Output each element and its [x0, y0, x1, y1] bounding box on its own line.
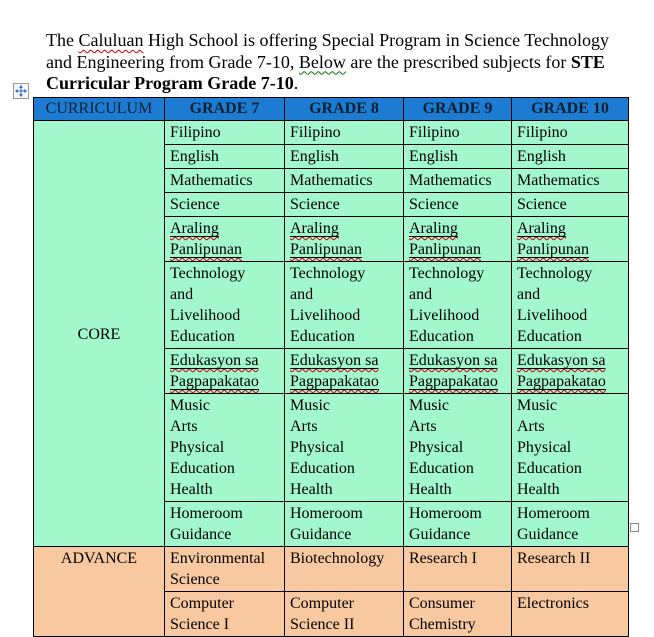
cell-line: Research II	[517, 550, 591, 567]
cell-line: Homeroom	[170, 505, 243, 522]
misspelled-underlined-word: Araling	[290, 220, 339, 237]
cell-line: Livelihood	[517, 307, 588, 324]
cell-line: Biotechnology	[290, 550, 385, 567]
intro-text-3: are the prescribed subjects for	[345, 51, 571, 72]
cell-line: Homeroom	[409, 505, 482, 522]
subject-cell-core-grade-col-4[interactable]	[512, 394, 629, 502]
subject-cell-core-grade-col-2[interactable]	[285, 502, 404, 547]
subject-cell-advance-grade-col-4[interactable]	[512, 592, 629, 637]
cell-line: Homeroom	[290, 505, 363, 522]
subject-cell-core-grade-col-1[interactable]	[165, 169, 285, 193]
cell-line: Physical	[170, 439, 225, 456]
subject-cell-core-grade-col-2[interactable]	[285, 394, 404, 502]
cell-line: Livelihood	[409, 307, 480, 324]
cell-line: and	[409, 286, 433, 303]
cell-line: Education	[517, 328, 582, 345]
subject-cell-core-grade-col-3[interactable]	[404, 121, 512, 145]
misspelled-underlined-word: Edukasyon sa	[170, 352, 259, 369]
subject-cell-core-grade-col-4[interactable]	[512, 262, 629, 349]
misspelled-word: Caluluan	[78, 30, 144, 50]
cell-line	[517, 239, 623, 260]
cell-line: Consumer	[409, 595, 475, 612]
subject-cell-core-grade-col-3[interactable]	[404, 349, 512, 394]
cell-line: Mathematics	[517, 172, 600, 189]
cell-line	[290, 350, 398, 371]
cell-line: Mathematics	[170, 172, 253, 189]
cell-line	[517, 218, 623, 239]
table-row	[34, 121, 629, 145]
cell-line: Music	[170, 397, 210, 414]
subject-cell-core-grade-col-3[interactable]	[404, 193, 512, 217]
intro-text-2: High School is offering Special Program in Science Technology and Engineering from Grade 7-10,	[46, 30, 609, 72]
cell-line: Technology	[517, 265, 593, 282]
subject-cell-advance-grade-col-3[interactable]	[404, 547, 512, 592]
subject-cell-advance-grade-col-1[interactable]	[165, 592, 285, 637]
cell-line: Education	[517, 460, 582, 477]
subject-cell-core-grade-col-4[interactable]	[512, 193, 629, 217]
cell-line: Arts	[170, 418, 198, 435]
subject-cell-core-grade-col-1[interactable]	[165, 394, 285, 502]
cell-line: and	[290, 286, 314, 303]
subject-cell-core-grade-col-2[interactable]	[285, 169, 404, 193]
table-row	[34, 547, 629, 592]
misspelled-underlined-word: Edukasyon sa	[409, 352, 498, 369]
misspelled-underlined-word: Panlipunan	[517, 241, 589, 258]
cell-line: Electronics	[517, 595, 589, 612]
cell-line	[409, 239, 506, 260]
cell-line: Computer	[170, 595, 234, 612]
cell-line: Music	[290, 397, 330, 414]
subject-cell-advance-grade-col-4[interactable]	[512, 547, 629, 592]
cell-line: Science I	[170, 616, 230, 633]
intro-bold-phrase: STE Curricular Program Grade 7-10	[46, 51, 605, 93]
cell-line: Guidance	[517, 526, 579, 543]
cell-line: Filipino	[517, 124, 568, 141]
cell-line: and	[517, 286, 541, 303]
misspelled-underlined-word: Araling	[517, 220, 566, 237]
section-label-advance[interactable]: ADVANCE	[34, 547, 165, 637]
subject-cell-core-grade-col-1[interactable]	[165, 193, 285, 217]
misspelled-underlined-word: Araling	[409, 220, 458, 237]
table-resize-handle[interactable]	[630, 523, 639, 532]
cell-line: Technology	[409, 265, 485, 282]
header-cell-grade-10[interactable]: GRADE 10	[512, 98, 629, 121]
cell-line: Health	[170, 481, 213, 498]
cell-line	[409, 371, 506, 392]
subject-cell-core-grade-col-4[interactable]	[512, 145, 629, 169]
subject-cell-core-grade-col-3[interactable]	[404, 169, 512, 193]
cell-line: Music	[517, 397, 557, 414]
cell-line	[409, 350, 506, 371]
cell-line: Education	[170, 460, 235, 477]
subject-cell-core-grade-col-4[interactable]	[512, 349, 629, 394]
cell-line: Arts	[517, 418, 545, 435]
cell-line: English	[290, 148, 339, 165]
table-header-row	[34, 98, 629, 121]
subject-cell-core-grade-col-2[interactable]	[285, 217, 404, 262]
cell-line: Research I	[409, 550, 477, 567]
cell-line	[170, 350, 279, 371]
cell-line: Science	[517, 196, 567, 213]
cell-line: and	[170, 286, 194, 303]
cell-line: Guidance	[170, 526, 232, 543]
cell-line: Physical	[517, 439, 572, 456]
subject-cell-core-grade-col-1[interactable]	[165, 121, 285, 145]
cell-line	[517, 350, 623, 371]
intro-text-1: The	[46, 30, 79, 50]
subject-cell-core-grade-col-4[interactable]	[512, 502, 629, 547]
cell-line: Science II	[290, 616, 355, 633]
subject-cell-core-grade-col-1[interactable]	[165, 349, 285, 394]
cell-line: Filipino	[290, 124, 341, 141]
subject-cell-core-grade-col-2[interactable]	[285, 262, 404, 349]
cell-line	[290, 371, 398, 392]
cell-line: Health	[290, 481, 333, 498]
subject-cell-core-grade-col-3[interactable]	[404, 217, 512, 262]
misspelled-underlined-word: Pagpapakatao	[290, 373, 379, 390]
cell-line: Health	[409, 481, 452, 498]
header-cell-curriculum[interactable]: CURRICULUM	[34, 98, 165, 121]
cell-line: Education	[409, 328, 474, 345]
cell-line: Education	[290, 328, 355, 345]
cell-line: Science	[170, 196, 220, 213]
cell-line: Environmental	[170, 550, 266, 567]
cell-line: Music	[409, 397, 449, 414]
subject-cell-core-grade-col-3[interactable]	[404, 394, 512, 502]
subject-cell-core-grade-col-4[interactable]	[512, 217, 629, 262]
cell-line: Education	[409, 460, 474, 477]
misspelled-underlined-word: Panlipunan	[409, 241, 481, 258]
subject-cell-core-grade-col-1[interactable]	[165, 262, 285, 349]
subject-cell-core-grade-col-2[interactable]	[285, 121, 404, 145]
subject-cell-core-grade-col-2[interactable]	[285, 193, 404, 217]
misspelled-underlined-word: Edukasyon sa	[290, 352, 379, 369]
cell-line: Mathematics	[290, 172, 373, 189]
misspelled-underlined-word: Pagpapakatao	[517, 373, 606, 390]
header-cell-grade-7[interactable]: GRADE 7	[165, 98, 285, 121]
section-label-core[interactable]: CORE	[34, 121, 165, 547]
subject-cell-advance-grade-col-2[interactable]	[285, 592, 404, 637]
cell-line	[290, 218, 398, 239]
cell-line	[170, 218, 279, 239]
grammar-flagged-word: Below	[298, 51, 346, 72]
cell-line: Arts	[409, 418, 437, 435]
cell-line: Science	[290, 196, 340, 213]
cell-line	[409, 218, 506, 239]
cell-line: Physical	[409, 439, 464, 456]
cell-line: Science	[170, 571, 220, 588]
subject-cell-advance-grade-col-1[interactable]	[165, 547, 285, 592]
misspelled-underlined-word: Araling	[170, 220, 219, 237]
cell-line: English	[170, 148, 219, 165]
header-cell-grade-8[interactable]: GRADE 8	[285, 98, 404, 121]
cell-line: Health	[517, 481, 560, 498]
cell-line: Technology	[290, 265, 366, 282]
subject-cell-advance-grade-col-2[interactable]	[285, 547, 404, 592]
subject-cell-core-grade-col-1[interactable]	[165, 145, 285, 169]
cell-line: Livelihood	[170, 307, 241, 324]
subject-cell-core-grade-col-4[interactable]	[512, 169, 629, 193]
cell-line: Arts	[290, 418, 318, 435]
table-move-handle[interactable]	[13, 83, 29, 99]
cell-line	[170, 239, 279, 260]
subject-cell-advance-grade-col-3[interactable]	[404, 592, 512, 637]
cell-line	[290, 239, 398, 260]
subject-cell-core-grade-col-4[interactable]	[512, 121, 629, 145]
cell-line: Physical	[290, 439, 345, 456]
subject-cell-core-grade-col-3[interactable]	[404, 262, 512, 349]
misspelled-underlined-word: Panlipunan	[170, 241, 242, 258]
cell-line	[517, 371, 623, 392]
subject-cell-core-grade-col-3[interactable]	[404, 502, 512, 547]
subject-cell-core-grade-col-2[interactable]	[285, 349, 404, 394]
cell-line: Livelihood	[290, 307, 361, 324]
cell-line: Homeroom	[517, 505, 590, 522]
misspelled-underlined-word: Pagpapakatao	[170, 373, 259, 390]
move-arrows-icon	[15, 85, 27, 97]
cell-line: Guidance	[290, 526, 352, 543]
misspelled-underlined-word: Panlipunan	[290, 241, 362, 258]
intro-text-4: .	[293, 73, 299, 93]
cell-line: Guidance	[409, 526, 471, 543]
misspelled-underlined-word: Pagpapakatao	[409, 373, 498, 390]
header-cell-grade-9[interactable]: GRADE 9	[404, 98, 512, 121]
cell-line: English	[517, 148, 566, 165]
cell-line: Science	[409, 196, 459, 213]
cell-line: Technology	[170, 265, 246, 282]
cell-line: Filipino	[409, 124, 460, 141]
misspelled-underlined-word: Edukasyon sa	[517, 352, 606, 369]
cell-line: Chemistry	[409, 616, 476, 633]
cell-line: English	[409, 148, 458, 165]
cell-line: Computer	[290, 595, 354, 612]
intro-paragraph[interactable]	[46, 30, 624, 95]
subject-cell-core-grade-col-1[interactable]	[165, 217, 285, 262]
cell-line: Education	[170, 328, 235, 345]
cell-line	[170, 371, 279, 392]
subject-cell-core-grade-col-3[interactable]	[404, 145, 512, 169]
subject-cell-core-grade-col-1[interactable]	[165, 502, 285, 547]
cell-line: Filipino	[170, 124, 221, 141]
subject-cell-core-grade-col-2[interactable]	[285, 145, 404, 169]
cell-line: Education	[290, 460, 355, 477]
curriculum-table	[33, 97, 629, 637]
cell-line: Mathematics	[409, 172, 492, 189]
